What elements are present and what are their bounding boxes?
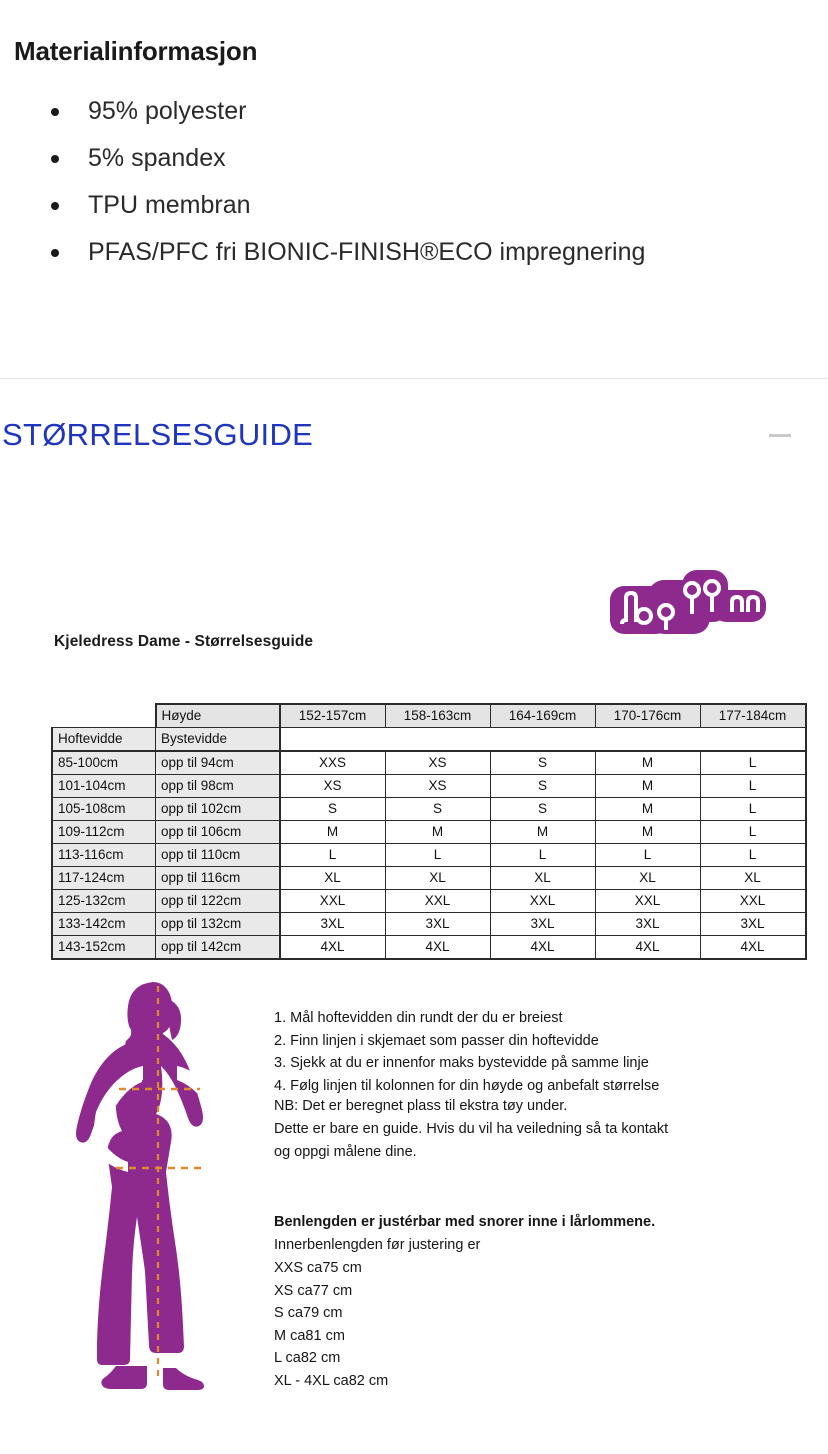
header-height-col-2: 164-169cm: [490, 704, 595, 728]
cell-size: 4XL: [385, 936, 490, 960]
table-header-row: [52, 704, 806, 728]
header-height-col-1: 158-163cm: [385, 704, 490, 728]
list-item: [0, 88, 828, 135]
cell-size: M: [490, 821, 595, 844]
cell-size: L: [700, 844, 806, 867]
cell-size: S: [280, 798, 386, 821]
cell-bust: opp til 116cm: [156, 867, 280, 890]
cell-bust: opp til 106cm: [156, 821, 280, 844]
list-item: [0, 229, 828, 276]
list-item-label: TPU membran: [88, 191, 251, 219]
cell-size: L: [280, 844, 386, 867]
inseam-item: XL - 4XL ca82 cm: [274, 1372, 389, 1389]
header-height-col-4: 177-184cm: [700, 704, 806, 728]
cell-size: S: [490, 798, 595, 821]
cell-size: S: [490, 775, 595, 798]
cell-size: S: [385, 798, 490, 821]
instruction-step: 4. Følg linjen til kolonnen for din høyde og anbefalt størrelse: [274, 1077, 660, 1094]
note-line: og oppgi målene dine.: [274, 1144, 417, 1160]
cell-size: XXL: [385, 890, 490, 913]
cell-bust: opp til 132cm: [156, 913, 280, 936]
cell-size: L: [385, 844, 490, 867]
cell-size: 4XL: [490, 936, 595, 960]
cell-size: 3XL: [490, 913, 595, 936]
cell-bust: opp til 102cm: [156, 798, 280, 821]
cell-size: 3XL: [280, 913, 386, 936]
cell-bust: opp til 98cm: [156, 775, 280, 798]
cell-size: 4XL: [700, 936, 806, 960]
cell-size: XS: [385, 751, 490, 775]
inseam-item: M ca81 cm: [274, 1327, 345, 1344]
cell-size: XXL: [595, 890, 700, 913]
inseam-list: [274, 1257, 764, 1392]
cell-hip: 109-112cm: [52, 821, 156, 844]
cell-hip: 113-116cm: [52, 844, 156, 867]
inseam-title: Benlengden er justérbar med snorer inne i lårlommene.: [274, 1214, 656, 1230]
note-line: Dette er bare en guide. Hvis du vil ha veiledning så ta kontakt: [274, 1121, 669, 1137]
bullet-icon: [51, 108, 59, 116]
table-row: [52, 775, 806, 798]
header-hip-label: Hoftevidde: [52, 728, 156, 752]
section-divider: [0, 378, 828, 379]
table-row: [52, 890, 806, 913]
cell-size: S: [490, 751, 595, 775]
cell-size: XS: [280, 775, 386, 798]
cell-size: L: [595, 844, 700, 867]
cell-hip: 85-100cm: [52, 751, 156, 775]
cell-size: XXL: [280, 890, 386, 913]
cell-size: L: [700, 821, 806, 844]
instruction-step: 2. Finn linjen i skjemaet som passer din hoftevidde: [274, 1032, 599, 1049]
cell-size: 3XL: [595, 913, 700, 936]
size-chart-table: [51, 703, 807, 960]
cell-size: XL: [280, 867, 386, 890]
table-corner-cell: [52, 704, 156, 728]
cell-hip: 133-142cm: [52, 913, 156, 936]
table-subheader-row: [52, 728, 806, 752]
sizeguide-accordion-header[interactable]: [0, 412, 828, 462]
header-height-col-3: 170-176cm: [595, 704, 700, 728]
list-item-label: 95% polyester: [88, 97, 247, 125]
cell-hip: 117-124cm: [52, 867, 156, 890]
cell-hip: 125-132cm: [52, 890, 156, 913]
cell-size: XXL: [490, 890, 595, 913]
list-item-label: 5% spandex: [88, 144, 226, 172]
cell-size: L: [490, 844, 595, 867]
cell-size: XL: [490, 867, 595, 890]
cell-hip: 105-108cm: [52, 798, 156, 821]
cell-size: M: [385, 821, 490, 844]
list-item: [0, 182, 828, 229]
cell-size: 3XL: [700, 913, 806, 936]
table-row: [52, 936, 806, 960]
table-row: [52, 821, 806, 844]
instruction-step: 1. Mål hoftevidden din rundt der du er breiest: [274, 1010, 563, 1026]
cell-size: XXL: [700, 890, 806, 913]
inseam-item: S ca79 cm: [274, 1305, 343, 1321]
header-height-label: Høyde: [156, 704, 280, 728]
cell-size: L: [700, 798, 806, 821]
inseam-item: L ca82 cm: [274, 1350, 341, 1366]
cell-size: M: [595, 775, 700, 798]
cell-size: 3XL: [385, 913, 490, 936]
list-item: [0, 135, 828, 182]
size-guide-note: [274, 1095, 764, 1164]
hoppla-logo: [608, 566, 768, 638]
cell-hip: 143-152cm: [52, 936, 156, 960]
page-title: Materialinformasjon: [14, 36, 258, 66]
material-information-section: [0, 0, 828, 276]
measure-instructions: [274, 1007, 754, 1097]
bullet-icon: [51, 202, 59, 210]
cell-size: M: [595, 798, 700, 821]
cell-size: M: [595, 751, 700, 775]
cell-size: M: [280, 821, 386, 844]
inseam-subtitle: Innerbenlengden før justering er: [274, 1237, 481, 1253]
header-bust-label: Bystevidde: [156, 728, 280, 752]
note-line: NB: Det er beregnet plass til ekstra tøy under.: [274, 1098, 568, 1114]
material-list: [0, 88, 828, 276]
cell-bust: opp til 142cm: [156, 936, 280, 960]
cell-bust: opp til 94cm: [156, 751, 280, 775]
cell-size: M: [595, 821, 700, 844]
cell-size: L: [700, 751, 806, 775]
minus-icon[interactable]: [769, 434, 791, 437]
cell-size: 4XL: [595, 936, 700, 960]
inseam-item: XS ca77 cm: [274, 1282, 353, 1299]
list-item-label: PFAS/PFC fri BIONIC-FINISH®ECO impregnering: [88, 238, 646, 266]
instructions-list: [274, 1007, 754, 1097]
bullet-icon: [51, 249, 59, 257]
inseam-info: [274, 1211, 764, 1392]
table-row: [52, 867, 806, 890]
cell-size: 4XL: [280, 936, 386, 960]
table-row: [52, 751, 806, 775]
table-row: [52, 913, 806, 936]
cell-size: XL: [700, 867, 806, 890]
cell-size: XXS: [280, 751, 386, 775]
header-height-col-0: 152-157cm: [280, 704, 386, 728]
sizeguide-caption: Kjeledress Dame - Størrelsesguide: [54, 633, 314, 650]
cell-size: XL: [595, 867, 700, 890]
cell-hip: 101-104cm: [52, 775, 156, 798]
subheader-blank-cell: [280, 728, 806, 752]
table-row: [52, 798, 806, 821]
cell-size: XL: [385, 867, 490, 890]
cell-bust: opp til 122cm: [156, 890, 280, 913]
table-row: [52, 844, 806, 867]
cell-bust: opp til 110cm: [156, 844, 280, 867]
bullet-icon: [51, 155, 59, 163]
cell-size: XS: [385, 775, 490, 798]
cell-size: L: [700, 775, 806, 798]
instruction-step: 3. Sjekk at du er innenfor maks bystevidde på samme linje: [274, 1055, 649, 1071]
sizeguide-heading[interactable]: STØRRELSESGUIDE: [2, 417, 314, 452]
female-body-silhouette: [58, 978, 268, 1390]
inseam-item: XXS ca75 cm: [274, 1260, 362, 1276]
